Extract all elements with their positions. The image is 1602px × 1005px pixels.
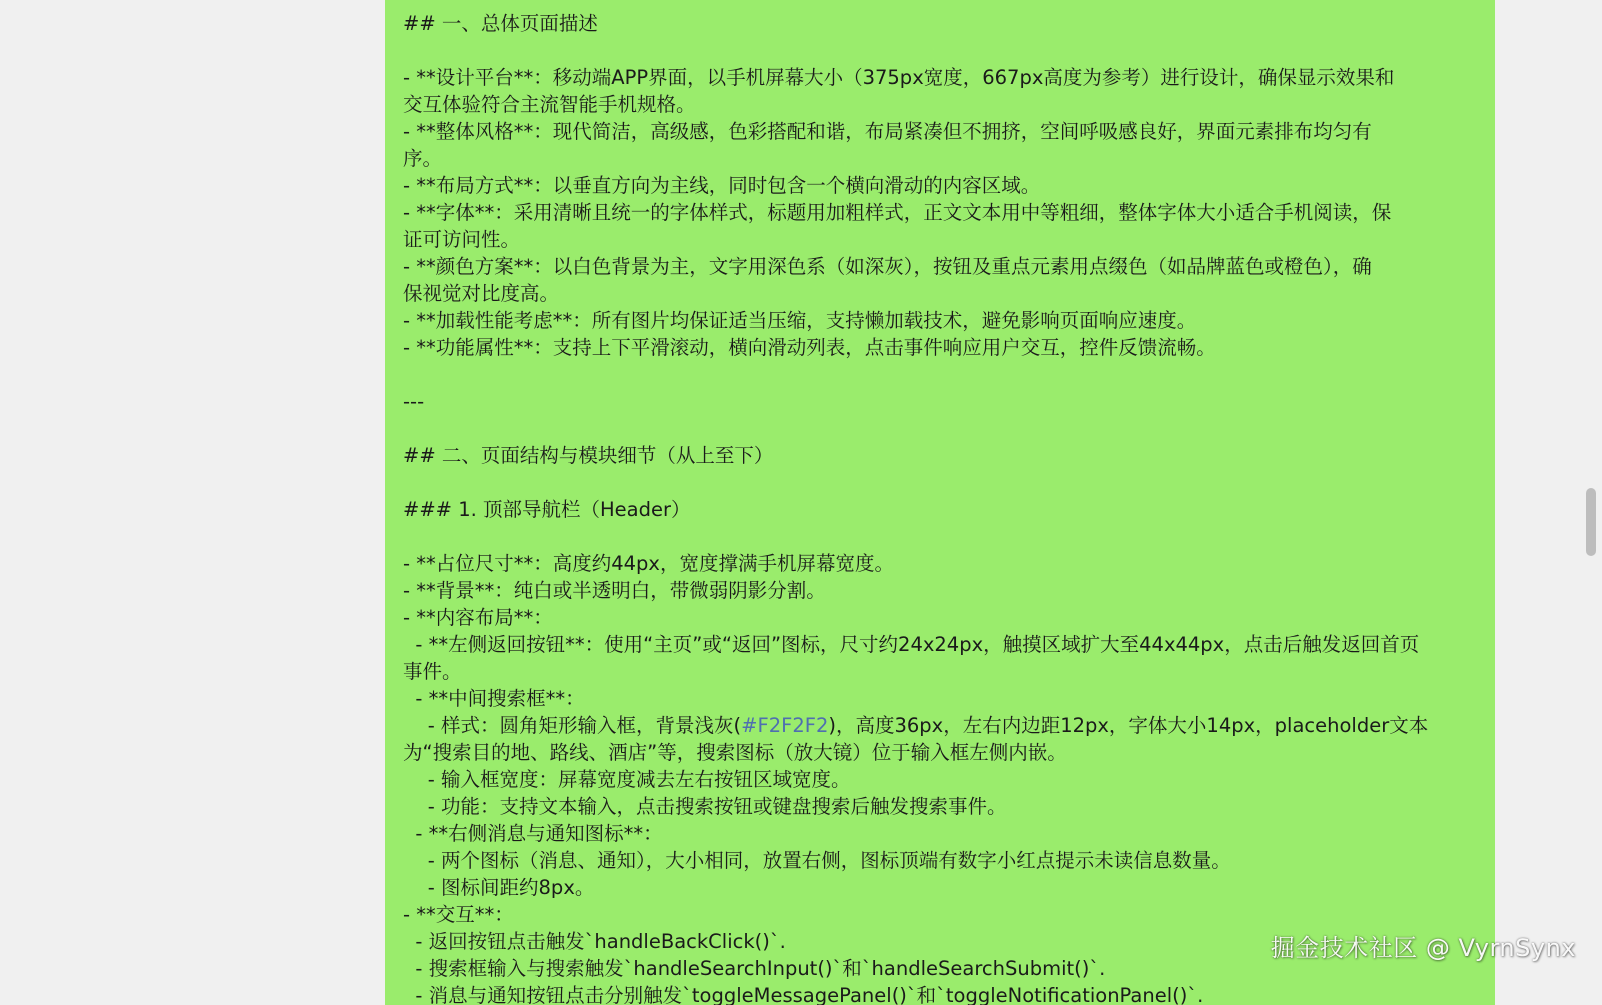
document-line: - 两个图标（消息、通知），大小相同，放置右侧，图标顶端有数字小红点提示未读信息数量。: [403, 849, 1231, 872]
document-line: - **字体**：采用清晰且统一的字体样式，标题用加粗样式，正文文本用中等粗细，整体字体大小适合手机阅读，保: [403, 201, 1392, 224]
document-line: - **颜色方案**：以白色背景为主，文字用深色系（如深灰），按钮及重点元素用点缀色（如品牌蓝色或橙色），确: [403, 255, 1372, 278]
document-line: - **交互**：: [403, 903, 514, 926]
watermark-text: 掘金技术社区 @ VyrnSynx: [1270, 934, 1576, 962]
document-line: 证可访问性。: [403, 228, 521, 251]
blank-line: [403, 37, 1483, 64]
document-line: - **占位尺寸**：高度约44px，宽度撑满手机屏幕宽度。: [403, 552, 894, 575]
document-line: ### 1. 顶部导航栏（Header）: [403, 498, 691, 521]
document-line: ## 二、页面结构与模块细节（从上至下）: [403, 444, 774, 467]
document-content: [403, 10, 1483, 1005]
document-line: 序。: [403, 147, 443, 170]
document-line: 保视觉对比度高。: [403, 282, 560, 305]
document-line: - 返回按钮点击触发`handleBackClick()`.: [403, 930, 786, 953]
document-line: - **整体风格**：现代简洁，高级感，色彩搭配和谐，布局紧凑但不拥挤，空间呼吸感良好，界面元素排布均匀有: [403, 120, 1372, 143]
document-line: ## 一、总体页面描述: [403, 12, 598, 35]
blank-line: [403, 523, 1483, 550]
document-line: - 消息与通知按钮点击分别触发`toggleMessagePanel()`和`toggleNotificationPanel()`.: [403, 984, 1204, 1005]
document-line: - **中间搜索框**：: [403, 687, 585, 710]
document-line: - 搜索框输入与搜索触发`handleSearchInput()`和`handleSearchSubmit()`.: [403, 957, 1106, 980]
document-line: - **右侧消息与通知图标**：: [403, 822, 663, 845]
style-line-suffix: )，高度36px，左右内边距12px，字体大小14px，placeholder文本: [828, 714, 1429, 737]
document-line: - 图标间距约8px。: [403, 876, 595, 899]
document-line: - **功能属性**：支持上下平滑滚动，横向滑动列表，点击事件响应用户交互，控件反馈流畅。: [403, 336, 1216, 359]
blank-line: [403, 415, 1483, 442]
document-line: - **左侧返回按钮**：使用“主页”或“返回”图标，尺寸约24x24px，触摸区域扩大至44x44px，点击后触发返回首页: [403, 633, 1420, 656]
document-panel: [385, 0, 1495, 1005]
scrollbar-thumb[interactable]: [1586, 488, 1596, 556]
document-line: - **加载性能考虑**：所有图片均保证适当压缩，支持懒加载技术，避免影响页面响应速度。: [403, 309, 1197, 332]
blank-line: [403, 361, 1483, 388]
document-line: 交互体验符合主流智能手机规格。: [403, 93, 696, 116]
document-line: - **布局方式**：以垂直方向为主线，同时包含一个横向滑动的内容区域。: [403, 174, 1041, 197]
hex-color-code: #F2F2F2: [741, 714, 829, 737]
document-line: ---: [403, 390, 425, 413]
document-line: - **背景**：纯白或半透明白，带微弱阴影分割。: [403, 579, 826, 602]
blank-line: [403, 469, 1483, 496]
document-line: - 功能：支持文本输入，点击搜索按钮或键盘搜索后触发搜索事件。: [403, 795, 1007, 818]
document-line: 事件。: [403, 660, 462, 683]
style-line-prefix: - 样式：圆角矩形输入框，背景浅灰(: [403, 714, 742, 737]
document-line: - 输入框宽度：屏幕宽度减去左右按钮区域宽度。: [403, 768, 851, 791]
document-line: - **内容布局**：: [403, 606, 553, 629]
vertical-scrollbar[interactable]: [1584, 0, 1602, 1005]
document-line: 为“搜索目的地、路线、酒店”等，搜索图标（放大镜）位于输入框左侧内嵌。: [403, 741, 1067, 764]
document-line-style: [403, 712, 1483, 739]
document-line: - **设计平台**：移动端APP界面，以手机屏幕大小（375px宽度，667px高度为参考）进行设计，确保显示效果和: [403, 66, 1395, 89]
